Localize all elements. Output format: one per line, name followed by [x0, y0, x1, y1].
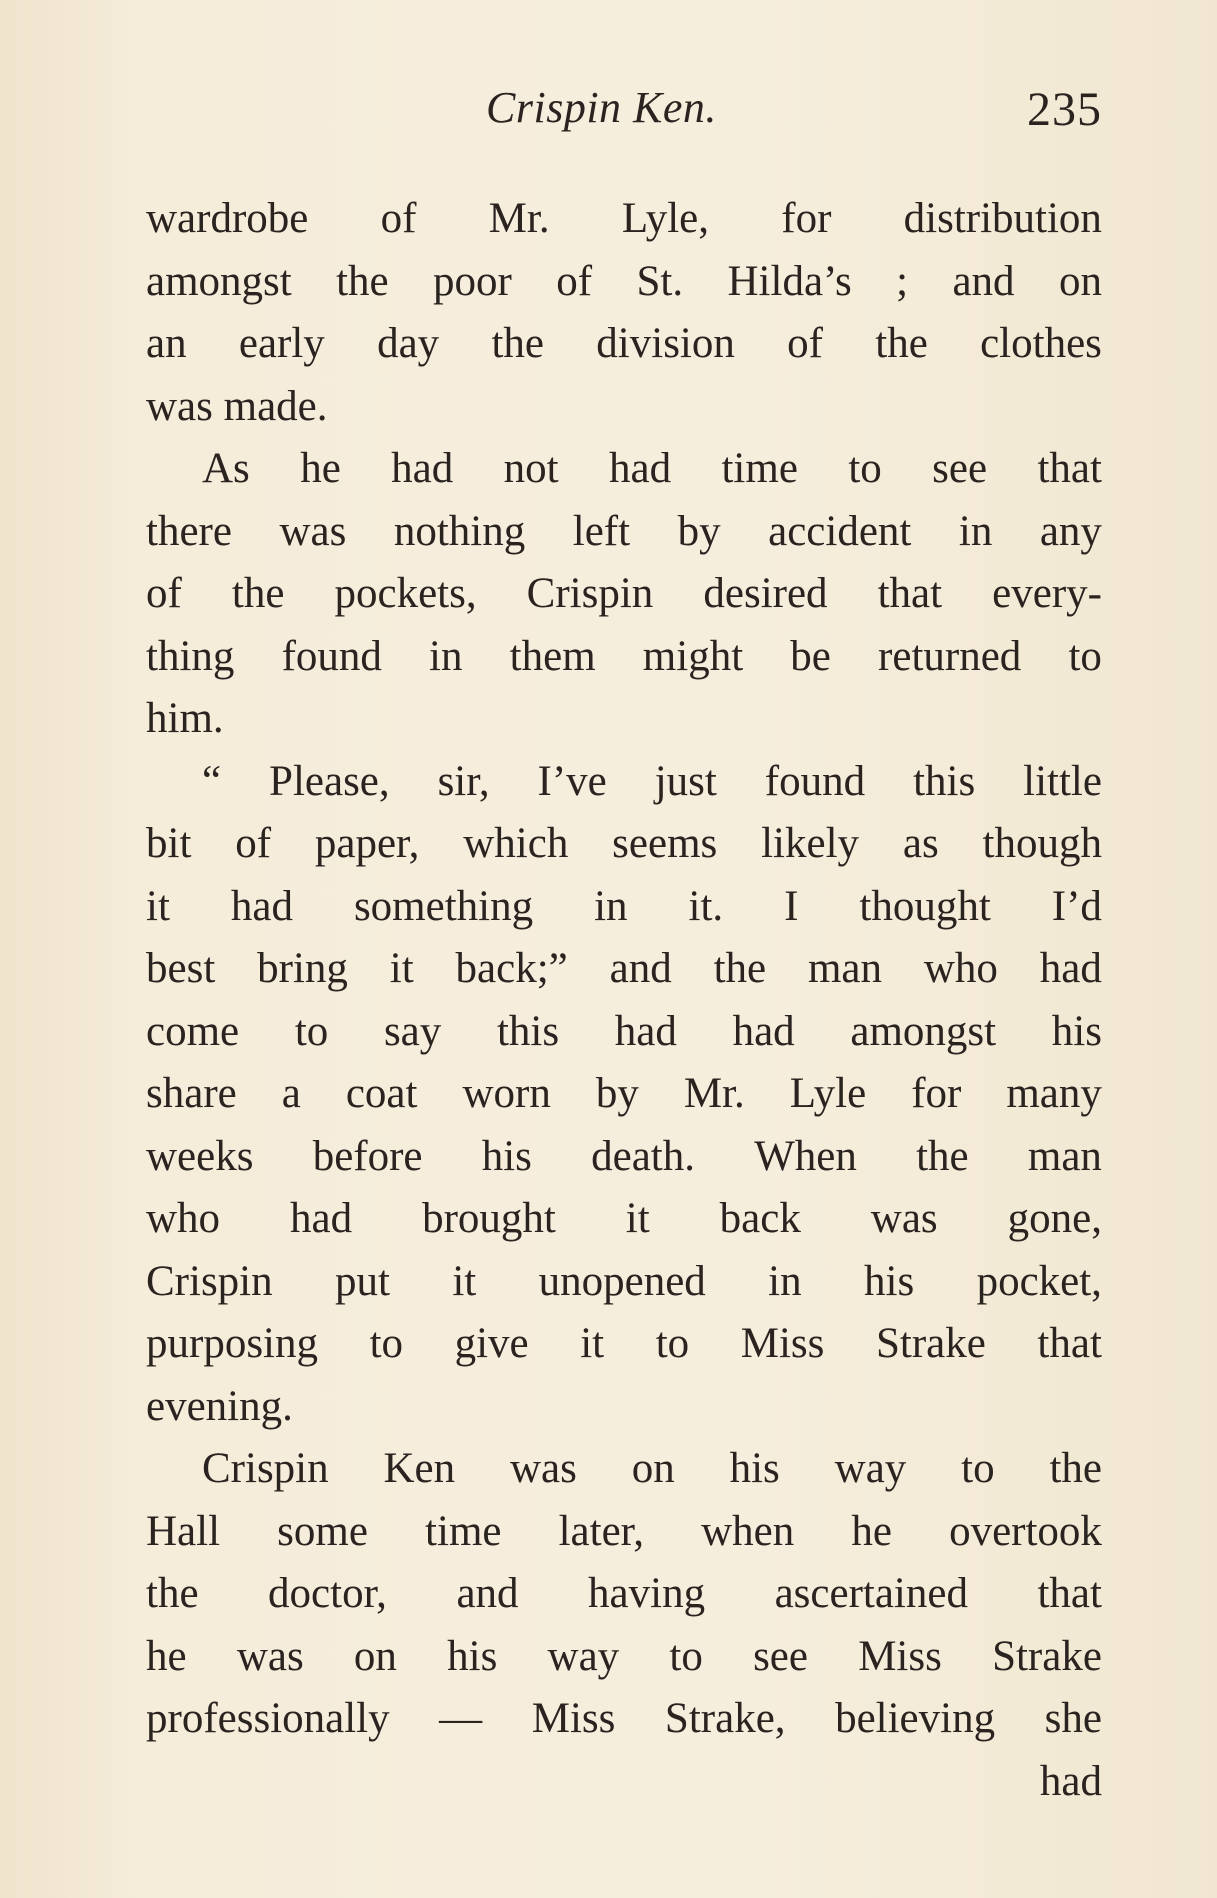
- text-line: an early day the division of the clothes: [146, 320, 1102, 367]
- text-line: him.: [146, 695, 224, 742]
- text-line: best bring it back;” and the man who had: [146, 945, 1102, 992]
- text-line: weeks before his death. When the man: [146, 1132, 1102, 1180]
- running-title: Crispin Ken.: [486, 83, 717, 132]
- page-number: 235: [1027, 83, 1102, 136]
- text-line: “ Please, sir, I’ve just found this little: [202, 757, 1102, 805]
- text-line: Crispin Ken was on his way to the: [202, 1445, 1102, 1492]
- body-text: [146, 188, 1102, 1813]
- text-line: come to say this had had amongst his: [146, 1007, 1102, 1055]
- text-line: amongst the poor of St. Hilda’s ; and on: [146, 257, 1102, 305]
- text-line: share a coat worn by Mr. Lyle for many: [146, 1070, 1102, 1117]
- text-line: professionally — Miss Strake, believing she: [146, 1695, 1102, 1742]
- text-line: was made.: [146, 382, 328, 430]
- text-line: wardrobe of Mr. Lyle, for distribution: [146, 195, 1102, 242]
- text-line: the doctor, and having ascertained that: [146, 1570, 1102, 1617]
- text-line: purposing to give it to Miss Strake that: [146, 1320, 1102, 1367]
- text-line: of the pockets, Crispin desired that every-: [146, 570, 1102, 617]
- text-line: As he had not had time to see that: [202, 445, 1102, 492]
- running-header: [146, 82, 1102, 152]
- text-line: who had brought it back was gone,: [146, 1195, 1102, 1242]
- text-line: Hall some time later, when he overtook: [146, 1507, 1102, 1555]
- text-line: Crispin put it unopened in his pocket,: [146, 1257, 1102, 1305]
- text-line: it had something in it. I thought I’d: [146, 882, 1102, 930]
- text-line: he was on his way to see Miss Strake: [146, 1632, 1102, 1680]
- text-line: there was nothing left by accident in any: [146, 507, 1102, 555]
- catchword: had: [1039, 1757, 1102, 1805]
- text-line: evening.: [146, 1382, 293, 1430]
- text-line: bit of paper, which seems likely as though: [146, 820, 1102, 867]
- text-line: thing found in them might be returned to: [146, 632, 1102, 680]
